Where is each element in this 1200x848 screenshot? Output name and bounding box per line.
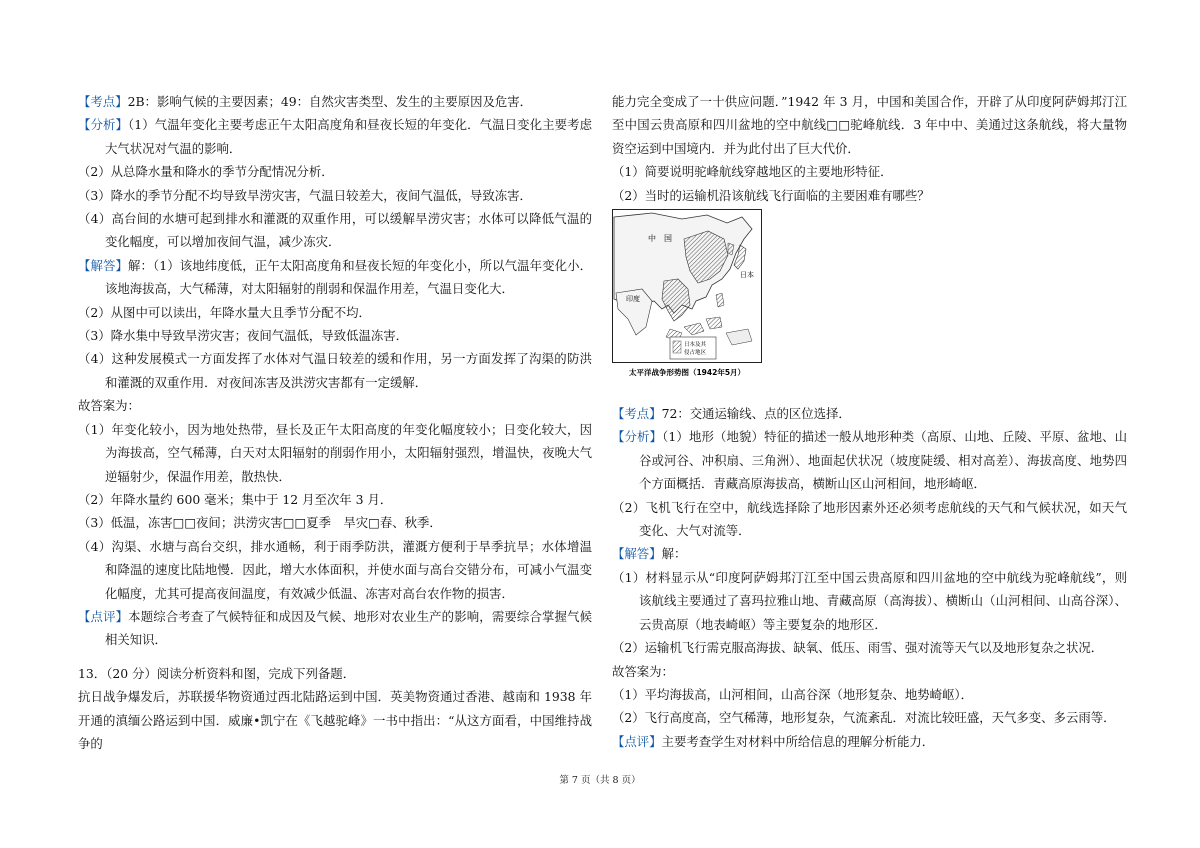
daan-2-p1: （1）平均海拔高，山河相间，山高谷深（地形复杂、地势崎岖）． <box>612 686 974 702</box>
dianping-tag: 【点评】 <box>78 608 129 624</box>
map-label-china: 中 国 <box>648 234 672 244</box>
fenxi-1-p1 <box>78 113 592 160</box>
fenxi-tag: 【分析】 <box>612 429 663 445</box>
jieda-tag: 【解答】 <box>612 546 662 562</box>
dianping-text: 主要考查学生对材料中所给信息的理解分析能力． <box>661 733 935 749</box>
kaodian-text: 2B：影响气候的主要因素；49：自然灾害类型、发生的主要原因及危害． <box>127 94 533 109</box>
map-legend-text-1: 日本及其 <box>684 342 707 349</box>
map-image <box>612 209 762 379</box>
page-footer: 第 7 页（共 8 页） <box>559 775 641 786</box>
fenxi-2-p2: （2）飞机飞行在空中，航线选择除了地形因素外还必须考虑航线的天气和气候状况，如天气变化、大气对流等． <box>612 499 1127 539</box>
question-13-sub-1: （1）简要说明驼峰航线穿越地区的主要地形特征． <box>612 164 893 180</box>
fenxi-text: （1）气温年变化主要考虑正午太阳高度角和昼夜长短的年变化．气温日变化主要考虑大气状况对气温的影响． <box>105 117 592 156</box>
jieda-1-p4: （4）这种发展模式一方面发挥了水体对气温日较差的缓和作用，另一方面发挥了沟渠的防洪和灌溉的双重作用．对夜间冻害及洪涝灾害都有一定缓解． <box>78 351 592 390</box>
map-label-india: 印度 <box>626 295 640 304</box>
jieda-text: 解： <box>661 546 687 562</box>
map-legend-swatch <box>673 341 681 353</box>
question-13-material: 抗日战争爆发后，苏联援华物资通过西北陆路运到中国．英美物资通过香港、越南和 1938 年开通的滇缅公路运到中国．威廉•凯宁在《飞越驼峰》一书中指出：“从这方面看，中国维持战争的 <box>78 689 592 751</box>
jieda-tag: 【解答】 <box>78 257 128 273</box>
jieda-1-p2: （2）从图中可以读出，年降水量大且季节分配不均． <box>78 304 371 320</box>
daan-1-title: 故答案为： <box>78 398 140 414</box>
jieda-1-p3: （3）降水集中导致旱涝灾害；夜间气温低，导致低温冻害． <box>78 328 409 344</box>
question-13-heading: 13．（20 分）阅读分析资料和图，完成下列备题． <box>78 665 356 681</box>
fenxi-2-p1 <box>612 425 1127 495</box>
map-label-japan: 日本 <box>740 271 754 280</box>
right-column <box>612 90 1127 753</box>
question-13-material-cont: 能力完全变成了一十供应问题．”1942 年 3 月，中国和美国合作，开辟了从印度阿萨姆邦汀江至中国云贵高原和四川盆地的空中航线□□驼峰航线．3 年中中、美通过这条航线，将大量物资空运到中国境内．并为此付出了巨大代价． <box>612 94 1127 156</box>
daan-1-p3: （3）低温，冻害□□夜间；洪涝灾害□□夏季 旱灾□春、秋季． <box>78 515 442 531</box>
map-legend-text-2: 侵占地区 <box>684 350 707 357</box>
jieda-2-head <box>612 542 1127 565</box>
jieda-2-p2: （2）运输机飞行需克服高海拔、缺氧、低压、雨雪、强对流等天气以及地形复杂之状况． <box>612 640 1104 656</box>
fenxi-1-p4: （4）高台间的水塘可起到排水和灌溉的双重作用，可以缓解旱涝灾害；水体可以降低气温的变化幅度，可以增加夜间气温，减少冻灾． <box>78 211 592 250</box>
jieda-2-p1: （1）材料显示从“印度阿萨姆邦汀江至中国云贵高原和四川盆地的空中航线为驼峰航线”，则该航线主要通过了喜玛拉雅山地、青藏高原（高海拔）、横断山（山河相间、山高谷深）、云贵高原（地表崎岖）等主要复杂的地形区． <box>612 569 1127 632</box>
pacific-war-map <box>612 209 762 379</box>
daan-1-p1: （1）年变化较小，因为地处热带，昼长及正午太阳高度的年变化幅度较小；日变化较大，因为海拔高，空气稀薄，白天对太阳辐射的削弱作用小，太阳辐射强烈，增温快，夜晚大气逆辐射少，保温作用差，散热快． <box>78 421 592 484</box>
dianping-tag: 【点评】 <box>612 733 662 749</box>
daan-1-p4: （4）沟渠、水塘与高台交织，排水通畅，利于雨季防洪，灌溉方便利于旱季抗旱；水体增温和降温的速度比陆地慢．因此，增大水体面积，并使水面与高台交错分布，可减小气温变化幅度，尤其可提高夜间温度，有效减少低温、冻害对高台农作物的损害． <box>78 538 592 601</box>
daan-2-title: 故答案为： <box>612 663 674 679</box>
dianping-2 <box>612 730 1127 753</box>
dianping-text: 本题综合考查了气候特征和成因及气候、地形对农业生产的影响，需要综合掌握气候相关知识． <box>105 608 593 648</box>
question-13-sub-2: （2）当时的运输机沿该航线飞行面临的主要困难有哪些？ <box>612 187 930 203</box>
left-column <box>78 90 592 755</box>
kaodian-tag: 【考点】 <box>612 406 662 422</box>
kaodian-text: 72：交通运输线、点的区位选择． <box>661 406 851 422</box>
dianping-1 <box>78 605 592 652</box>
kaodian-1 <box>78 90 592 113</box>
jieda-1-p1 <box>78 254 592 301</box>
fenxi-1-p3: （3）降水的季节分配不均导致旱涝灾害，气温日较差大，夜间气温低，导致冻害． <box>78 187 532 203</box>
fenxi-tag: 【分析】 <box>78 117 128 133</box>
daan-2-p2: （2）飞行高度高，空气稀薄，地形复杂，气流紊乱．对流比较旺盛，天气多变、多云雨等． <box>612 710 1116 726</box>
fenxi-text: （1）地形（地貌）特征的描述一般从地形种类（高原、山地、丘陵、平原、盆地、山谷或河谷、冲积扇、三角洲）、地面起伏状况（坡度陡缓、相对高差）、海拔高度、地势四个方面概括．青藏高原海拔高，横断山区山河相间，地形崎岖． <box>639 429 1128 492</box>
daan-1-p2: （2）年降水量约 600 毫米；集中于 12 月至次年 3 月． <box>78 491 393 507</box>
kaodian-2 <box>612 402 1127 425</box>
map-caption: 太平洋战争形势图（1942年5月） <box>628 368 746 378</box>
jieda-text: 解：（1）该地纬度低，正午太阳高度角和昼夜长短的年变化小，所以气温年变化小．该地海拔高，大气稀薄，对太阳辐射的削弱和保温作用差，气温日变化大． <box>105 257 592 297</box>
fenxi-1-p2: （2）从总降水量和降水的季节分配情况分析． <box>78 164 334 180</box>
kaodian-tag: 【考点】 <box>78 94 128 109</box>
